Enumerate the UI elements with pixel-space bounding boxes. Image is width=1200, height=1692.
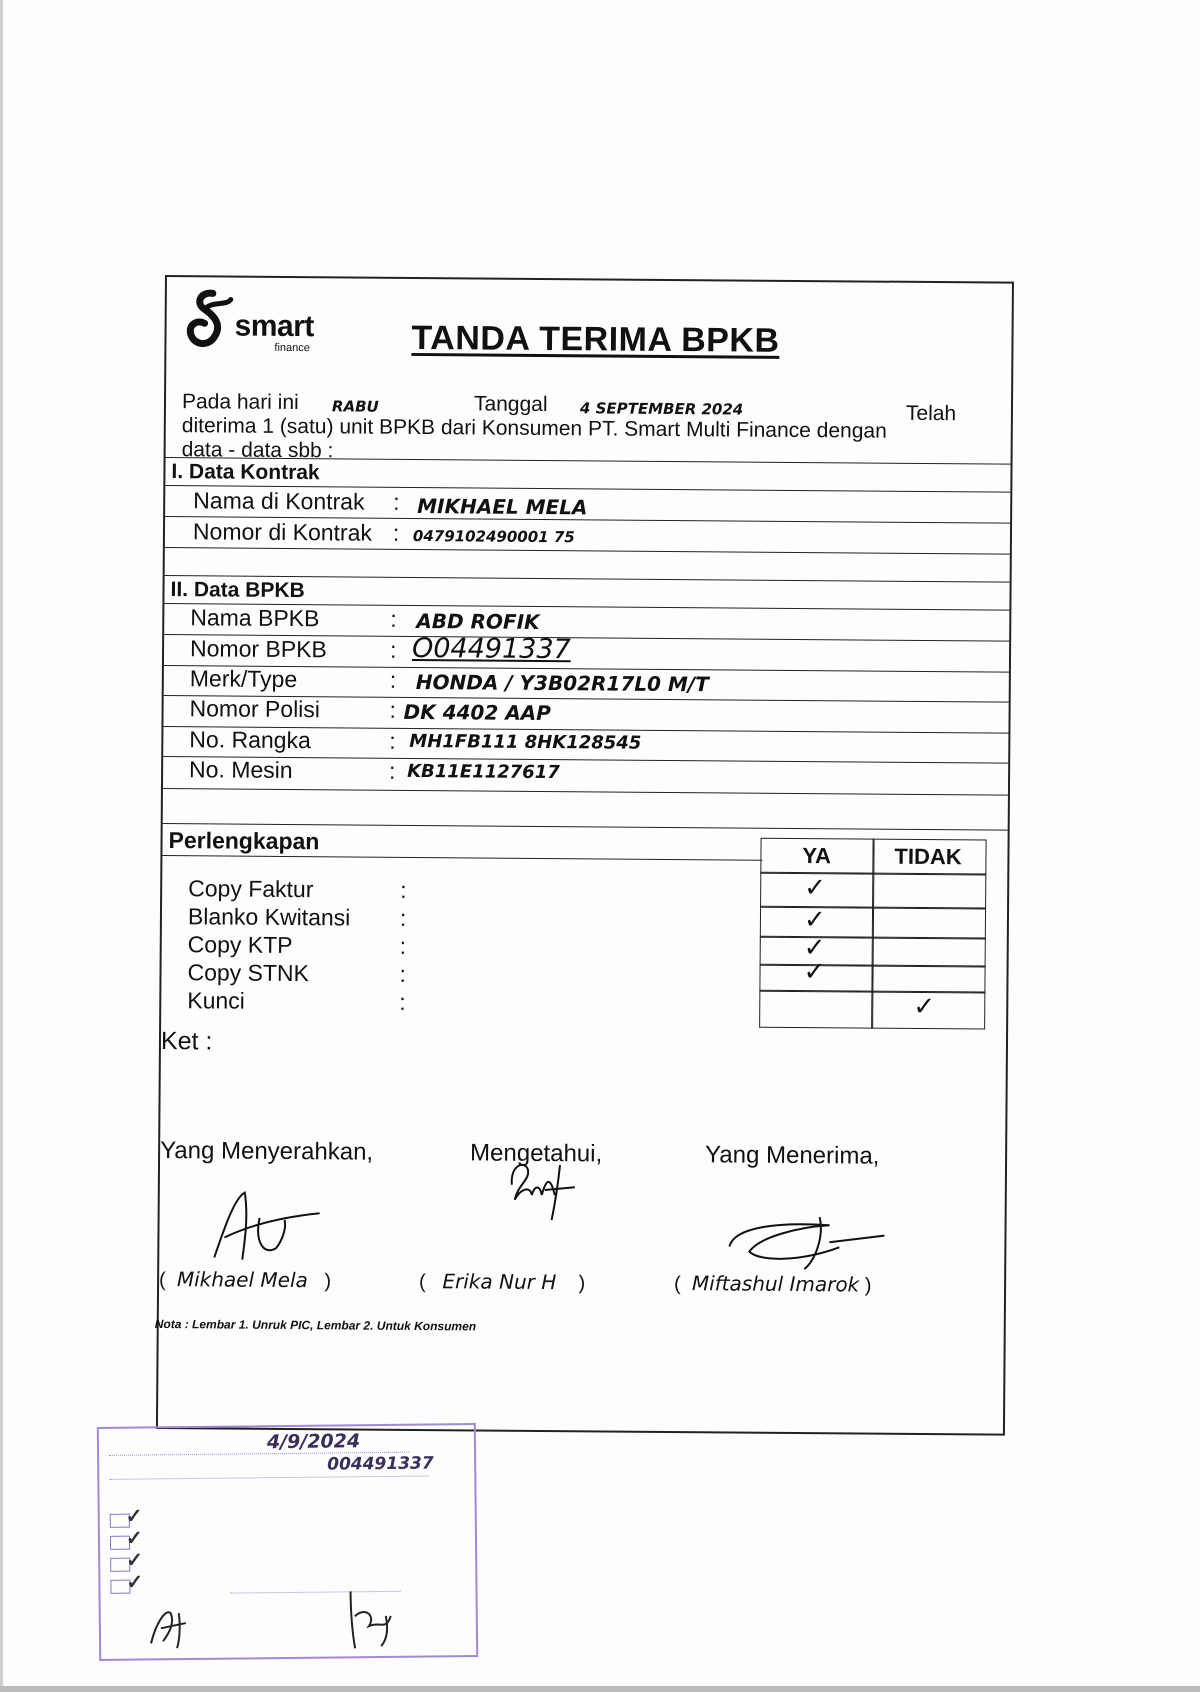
- divider-line: [162, 855, 762, 861]
- smart-finance-logo: [182, 291, 332, 355]
- checkmark-icon: ✓: [804, 872, 827, 903]
- colon: :: [399, 960, 407, 987]
- label-yang-menyerahkan: Yang Menyerahkan,: [160, 1136, 374, 1166]
- signer-name-2: ( Erika Nur H ): [419, 1269, 586, 1295]
- ket-label: Ket :: [160, 1026, 213, 1056]
- label-nomor-kontrak: Nomor di Kontrak: [192, 518, 373, 546]
- logo-wordmark: smart: [234, 309, 314, 344]
- signer-name-3: ( Miftashul Imarok ): [674, 1271, 872, 1297]
- cell-faktur-tidak: [872, 873, 986, 910]
- value-nama-kontrak: MIKHAEL MELA: [417, 493, 588, 520]
- checkmark-icon: ✓: [803, 956, 826, 987]
- signature-mengetahui: [500, 1155, 591, 1226]
- logo-subtitle: finance: [274, 341, 310, 355]
- colon: :: [390, 605, 397, 632]
- intro-date-value: 4 SEPTEMBER 2024: [579, 399, 744, 419]
- label-no-mesin: No. Mesin: [189, 756, 293, 784]
- colon: :: [399, 904, 407, 931]
- scan-bottom-edge: [0, 1686, 1200, 1692]
- signer-name-2-value: Erika Nur H: [442, 1269, 557, 1295]
- value-nomor-polisi: DK 4402 AAP: [403, 699, 551, 726]
- item-copy-faktur: Copy Faktur: [188, 875, 314, 903]
- colon: :: [389, 666, 397, 693]
- checkmark-icon: ✓: [803, 904, 826, 935]
- document-title: TANDA TERIMA BPKB: [411, 318, 780, 360]
- checkmark-icon: ✓: [803, 932, 826, 963]
- colon: :: [389, 696, 397, 723]
- signature-menyerahkan: [204, 1187, 335, 1268]
- label-nomor-bpkb: Nomor BPKB: [189, 635, 327, 663]
- stamp-signature-left: [141, 1603, 212, 1654]
- colon: :: [389, 757, 396, 784]
- signature-menerima: [719, 1206, 890, 1277]
- section-heading-kontrak: I. Data Kontrak: [171, 460, 320, 485]
- cell-kunci-ya: [759, 990, 873, 1029]
- colon: :: [389, 636, 397, 663]
- intro-text-2: Tanggal: [473, 392, 548, 417]
- nota-footnote: Nota : Lembar 1. Unruk PIC, Lembar 2. Untuk Konsumen: [154, 1316, 477, 1334]
- checkmark-icon: ✓: [126, 1571, 144, 1594]
- divider-line: [163, 788, 1008, 796]
- scan-edge: [0, 0, 3, 1692]
- intro-paragraph: [182, 390, 963, 468]
- item-blanko-kwitansi: Blanko Kwitansi: [187, 903, 351, 931]
- section-heading-bpkb: II. Data BPKB: [170, 578, 305, 603]
- stamp-signature-right: [340, 1586, 411, 1652]
- stamp-date-value: 4/9/2024: [266, 1430, 361, 1454]
- label-no-rangka: No. Rangka: [189, 726, 311, 754]
- label-yang-menerima: Yang Menerima,: [705, 1141, 880, 1170]
- intro-text-3: Telah: [905, 401, 957, 426]
- checkmark-icon: ✓: [125, 1527, 143, 1550]
- intro-day-value: RABU: [331, 397, 379, 416]
- checkmark-icon: ✓: [125, 1505, 143, 1528]
- stamp-number-value: 004491337: [327, 1453, 434, 1475]
- checkmark-icon: ✓: [913, 990, 936, 1022]
- value-nomor-bpkb: O04491337: [411, 632, 571, 666]
- label-nama-kontrak: Nama di Kontrak: [193, 487, 365, 515]
- label-mengetahui: Mengetahui,: [470, 1139, 603, 1168]
- signer-name-1-value: Mikhael Mela: [176, 1267, 308, 1293]
- receipt-stamp: [97, 1423, 478, 1661]
- colon: :: [389, 727, 396, 754]
- colon: :: [393, 488, 400, 515]
- stamp-dotted-line: [109, 1476, 429, 1480]
- label-nama-bpkb: Nama BPKB: [190, 604, 320, 632]
- item-kunci: Kunci: [187, 987, 245, 1014]
- item-copy-stnk: Copy STNK: [187, 959, 310, 987]
- colon: :: [399, 932, 407, 959]
- receipt-form: [156, 275, 1014, 1436]
- cell-ktp-tidak: [872, 937, 986, 968]
- value-nama-bpkb: ABD ROFIK: [416, 608, 540, 634]
- colon: :: [392, 519, 400, 546]
- signer-name-3-value: Miftashul Imarok: [691, 1271, 860, 1297]
- value-merk-type: HONDA / Y3B02R17L0 M/T: [415, 669, 709, 697]
- intro-text-4: diterima 1 (satu) unit BPKB dari Konsumen PT. Smart Multi Finance dengan: [181, 414, 887, 443]
- signer-name-1: ( Mikhael Mela ): [159, 1267, 332, 1293]
- value-no-mesin: KB11E1127617: [407, 760, 560, 784]
- divider-line: [165, 547, 1010, 555]
- value-nomor-kontrak: 0479102490001 75: [412, 526, 575, 547]
- colon: :: [400, 876, 407, 903]
- item-copy-ktp: Copy KTP: [187, 931, 293, 959]
- section-heading-perlengkapan: Perlengkapan: [168, 827, 320, 855]
- intro-text-1: Pada hari ini: [181, 390, 299, 415]
- cell-stnk-tidak: [871, 965, 985, 994]
- value-no-rangka: MH1FB111 8HK128545: [409, 730, 642, 754]
- cell-kwitansi-tidak: [872, 907, 986, 940]
- label-merk-type: Merk/Type: [189, 665, 298, 693]
- colon: :: [399, 988, 406, 1015]
- column-ya: YA: [802, 843, 832, 869]
- label-nomor-polisi: Nomor Polisi: [189, 695, 321, 723]
- column-tidak: TIDAK: [894, 843, 962, 870]
- intro-text-5: data - data sbb :: [181, 438, 334, 463]
- checkmark-icon: ✓: [126, 1549, 144, 1572]
